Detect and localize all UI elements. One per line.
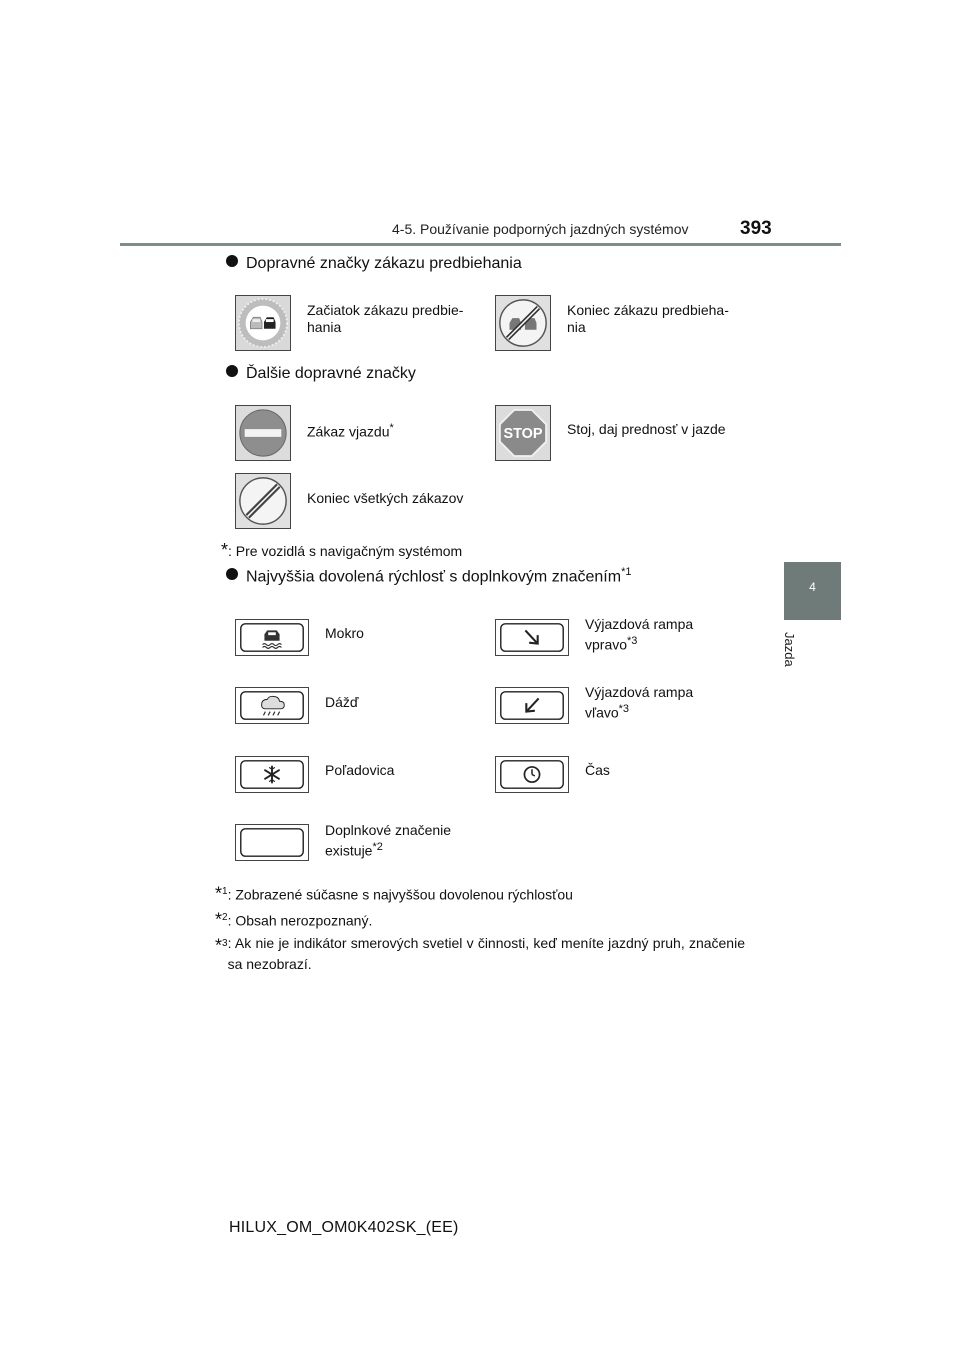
speed-heading: Najvyššia dovolená rýchlosť s doplnkovým značením$^{*1}$ bbox=[226, 566, 631, 586]
header-divider bbox=[120, 243, 841, 246]
time-label: Čas bbox=[585, 762, 610, 778]
end-all-restrictions-icon bbox=[235, 473, 291, 529]
no-overtaking-icon bbox=[235, 295, 291, 351]
no-entry-icon bbox=[235, 405, 291, 461]
end-no-overtaking-label: Koniec zákazu predbieha- nia bbox=[567, 302, 729, 335]
no-overtaking-label: Začiatok zákazu predbie- hania bbox=[307, 302, 464, 335]
document-id: HILUX_OM_OM0K402SK_(EE) bbox=[229, 1219, 459, 1236]
chapter-number: 4 bbox=[809, 580, 816, 594]
wet-road-label: Mokro bbox=[325, 625, 364, 641]
blank-panel-icon bbox=[235, 824, 309, 861]
rain-icon bbox=[235, 687, 309, 724]
supplementary-exists-label: Doplnkové značenie existuje$^{*2}$ bbox=[325, 822, 452, 859]
wet-road-icon bbox=[235, 619, 309, 656]
stop-sign-icon bbox=[495, 405, 551, 461]
end-all-restrictions-label: Koniec všetkých zákazov bbox=[307, 490, 464, 506]
exit-ramp-right-label: Výjazdová rampa vpravo$^{*3}$ bbox=[585, 616, 694, 653]
snowflake-icon bbox=[235, 756, 309, 793]
bullet-icon bbox=[226, 255, 238, 267]
footnote-2: *$^2$: Obsah nerozpoznaný. bbox=[215, 909, 373, 930]
other-signs-heading: Ďalšie dopravné značky bbox=[226, 365, 416, 383]
footnote-3: *$^3$ : Ak nie je indikátor smerových svetiel v činnosti, keď meníte jazdný pruh, značenie sa nezobrazí. bbox=[215, 935, 745, 972]
exit-ramp-left-icon bbox=[495, 687, 569, 724]
exit-ramp-left-label: Výjazdová rampa vľavo$^{*3}$ bbox=[585, 684, 694, 721]
overtaking-heading: Dopravné značky zákazu predbiehania bbox=[226, 255, 522, 273]
other-signs-footnote: *: Pre vozidlá s navigačným systémom bbox=[221, 540, 463, 560]
end-no-overtaking-icon bbox=[495, 295, 551, 351]
bullet-icon bbox=[226, 568, 238, 580]
page-number: 393 bbox=[740, 218, 772, 239]
rain-label: Dážď bbox=[325, 694, 359, 710]
ice-label: Poľadovica bbox=[325, 762, 395, 778]
section-title: 4-5. Používanie podporných jazdných systémov bbox=[392, 221, 689, 237]
clock-icon bbox=[495, 756, 569, 793]
exit-ramp-right-icon bbox=[495, 619, 569, 656]
stop-sign-label: Stoj, daj prednosť v jazde bbox=[567, 421, 726, 437]
stop-sign-text: STOP bbox=[503, 425, 543, 442]
no-entry-label: Zákaz vjazdu* bbox=[307, 422, 394, 440]
bullet-icon bbox=[226, 365, 238, 377]
footnote-1: *$^1$: Zobrazené súčasne s najvyššou dovolenou rýchlosťou bbox=[215, 883, 573, 904]
chapter-label: Jazda bbox=[782, 632, 797, 667]
